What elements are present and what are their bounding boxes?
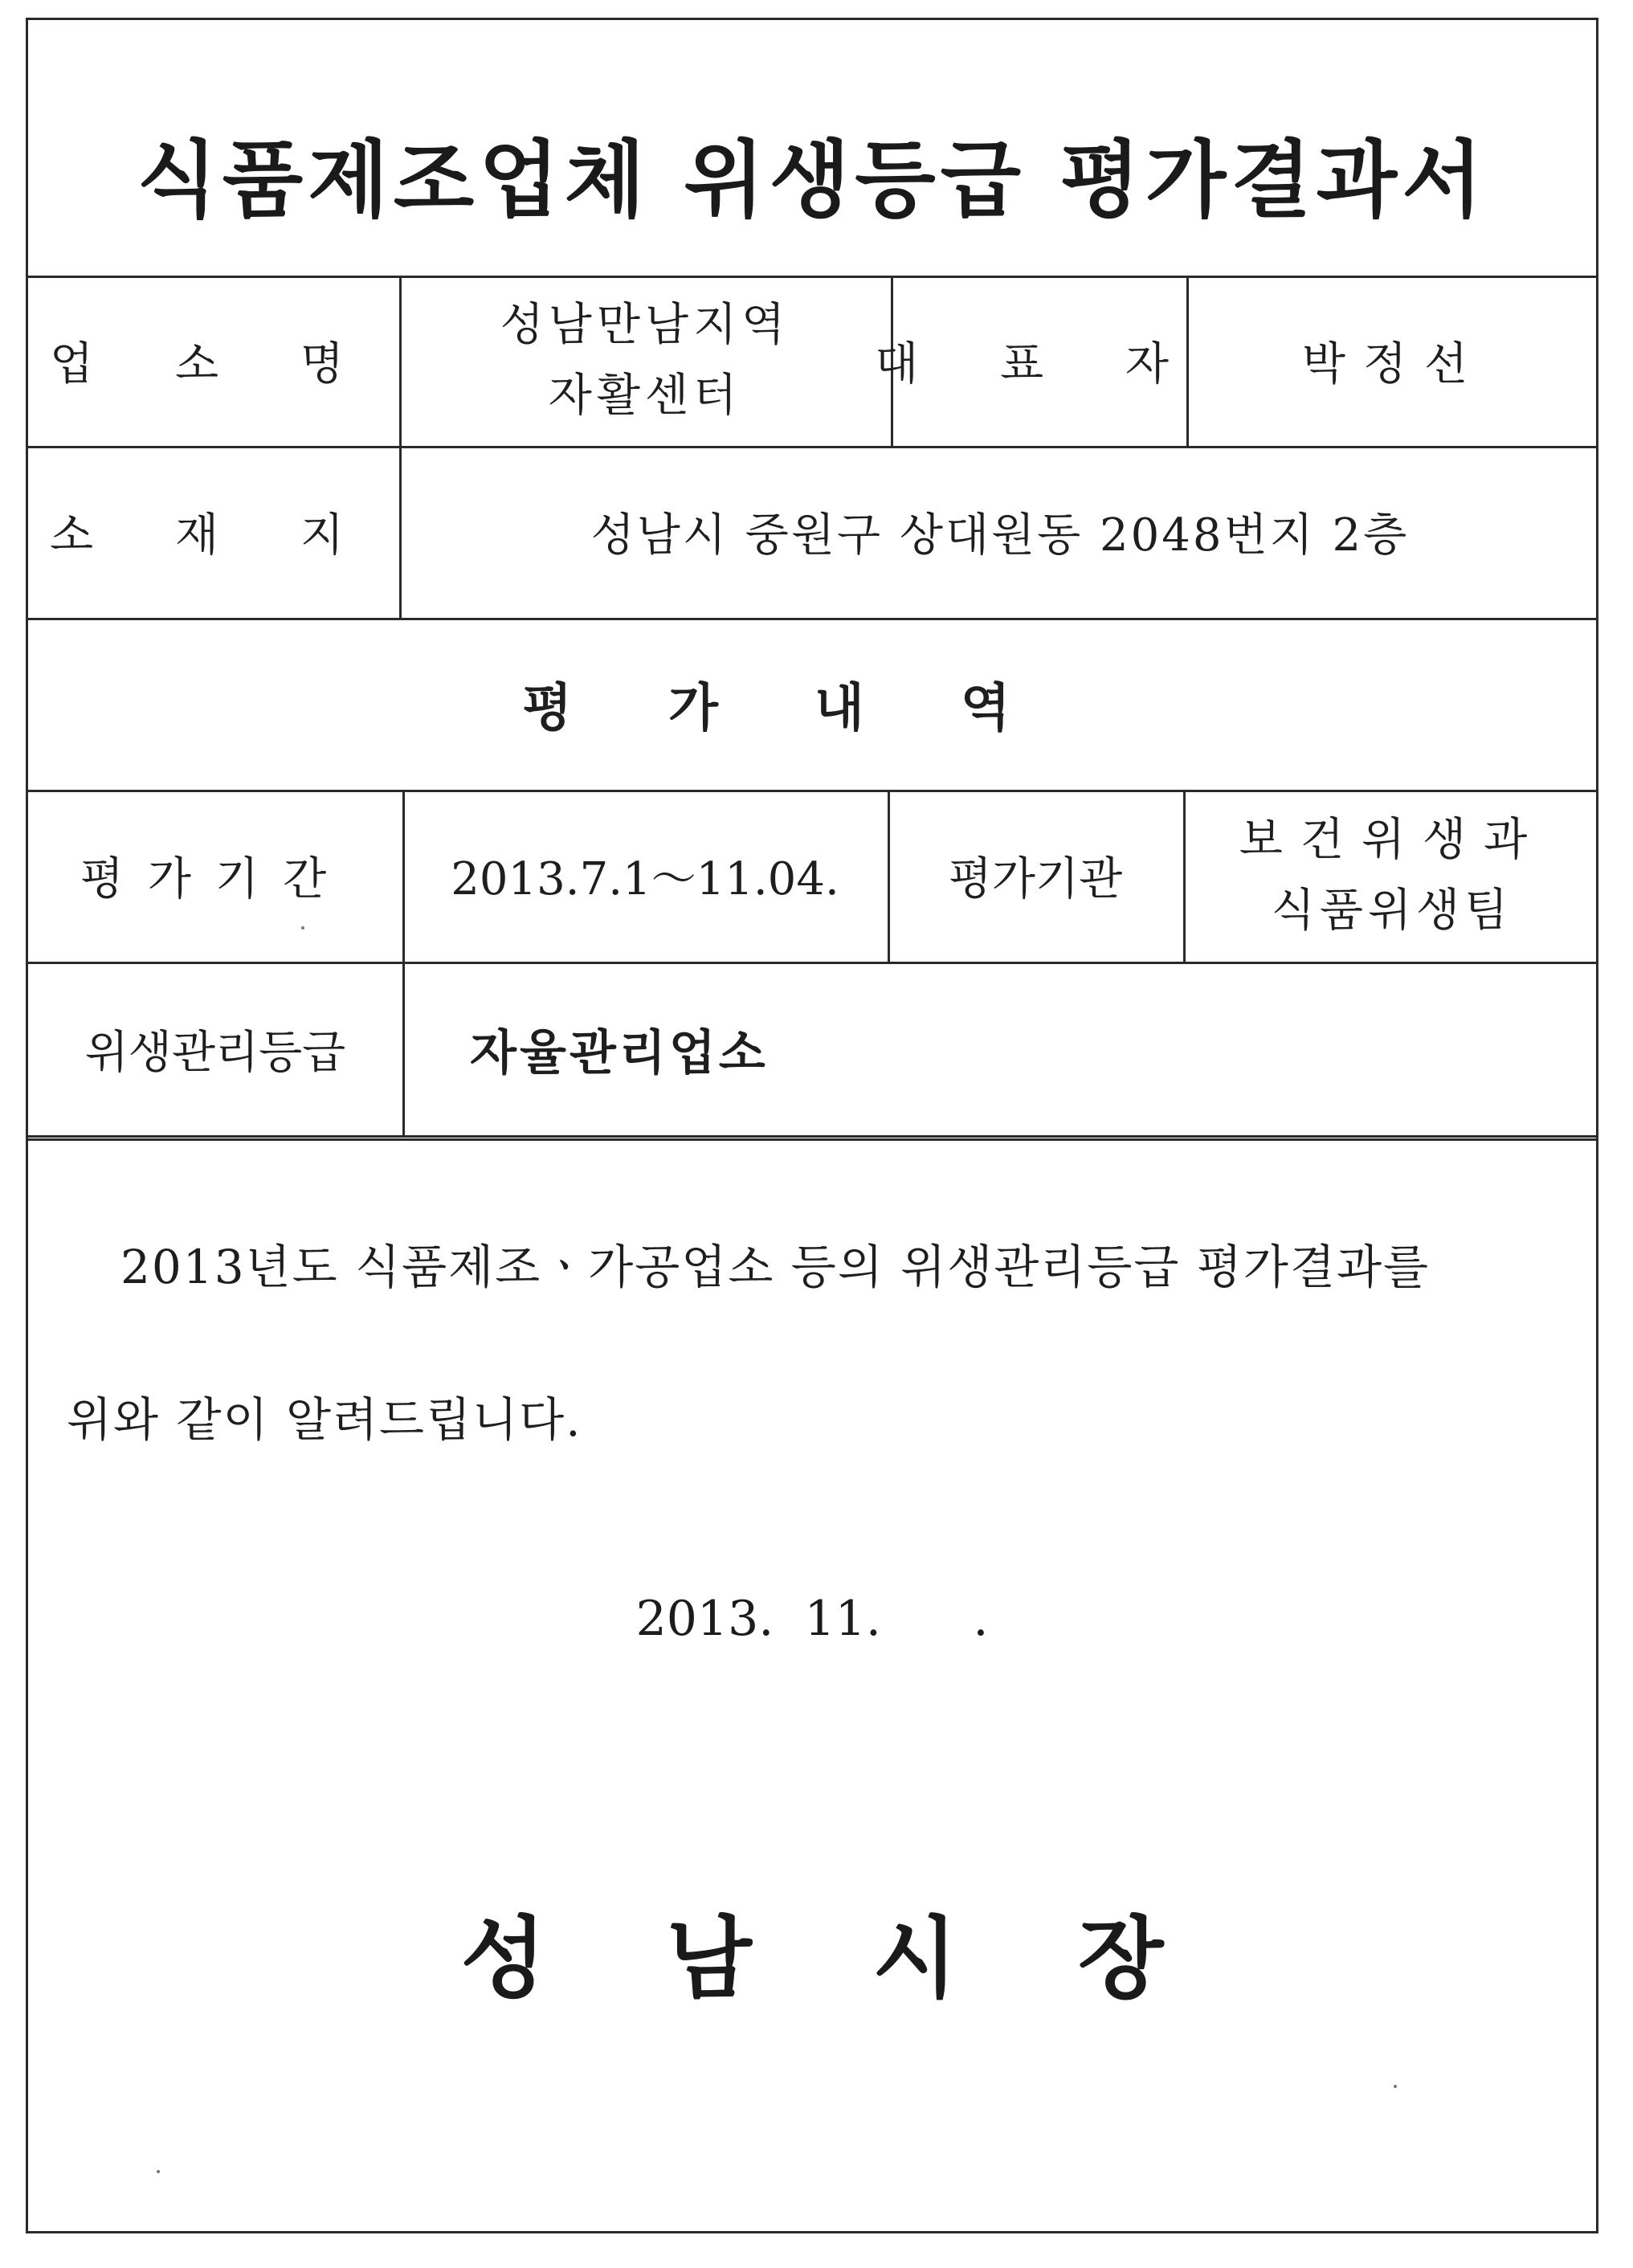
period-label-cell xyxy=(28,790,402,962)
issuer-name: 성남시장 xyxy=(460,1906,1284,2010)
grade-label-cell xyxy=(28,962,402,1137)
scan-speck xyxy=(157,2170,160,2173)
representative-label: 대 표 자 xyxy=(875,338,1202,390)
business-name-line2: 자활센터 xyxy=(548,370,742,422)
location-label: 소 재 지 xyxy=(50,509,378,562)
grade-value-cell xyxy=(470,962,1514,1137)
period-value: 2013.7.1～11.04. xyxy=(451,853,839,905)
location-value-cell xyxy=(399,446,1601,618)
evaluation-section-title: 평가내역 xyxy=(522,678,1107,738)
issue-date: 2013. 11. . xyxy=(635,1591,989,1647)
period-value-cell xyxy=(402,790,888,962)
grade-label: 위생관리등급 xyxy=(84,1027,346,1079)
table-bottom-border xyxy=(28,1138,1596,1141)
agency-line2: 식품위생팀 xyxy=(1271,885,1513,937)
representative-value-cell xyxy=(1186,276,1601,446)
evaluation-section-header xyxy=(28,618,1601,790)
scan-speck xyxy=(1394,2085,1397,2088)
agency-value-cell xyxy=(1183,790,1601,962)
document-frame xyxy=(26,18,1598,2233)
scan-speck xyxy=(301,926,304,930)
notice-line-2: 위와 같이 알려드립니다. xyxy=(67,1392,582,1447)
column-divider xyxy=(402,962,405,1137)
agency-line1: 보건위생과 xyxy=(1239,814,1545,866)
notice-line-1: 2013년도 식품제조ㆍ가공업소 등의 위생관리등급 평가결과를 xyxy=(120,1240,1431,1294)
grade-value: 자율관리업소 xyxy=(470,1025,769,1081)
business-name-value-cell xyxy=(399,276,891,446)
agency-label: 평가기관 xyxy=(948,853,1123,905)
business-name-label-cell xyxy=(28,276,399,446)
document-title: 식품제조업체 위생등급 평가결과서 xyxy=(137,130,1488,229)
representative-label-cell xyxy=(875,276,1202,446)
location-address: 성남시 중원구 상대원동 2048번지 2층 xyxy=(590,509,1410,562)
location-label-cell xyxy=(28,446,399,618)
business-name-line1: 성남만남지역 xyxy=(500,299,790,351)
period-label: 평가기간 xyxy=(80,853,351,905)
agency-label-cell xyxy=(888,790,1183,962)
representative-name: 박정선 xyxy=(1301,338,1486,390)
business-name-label: 업 소 명 xyxy=(50,338,378,390)
